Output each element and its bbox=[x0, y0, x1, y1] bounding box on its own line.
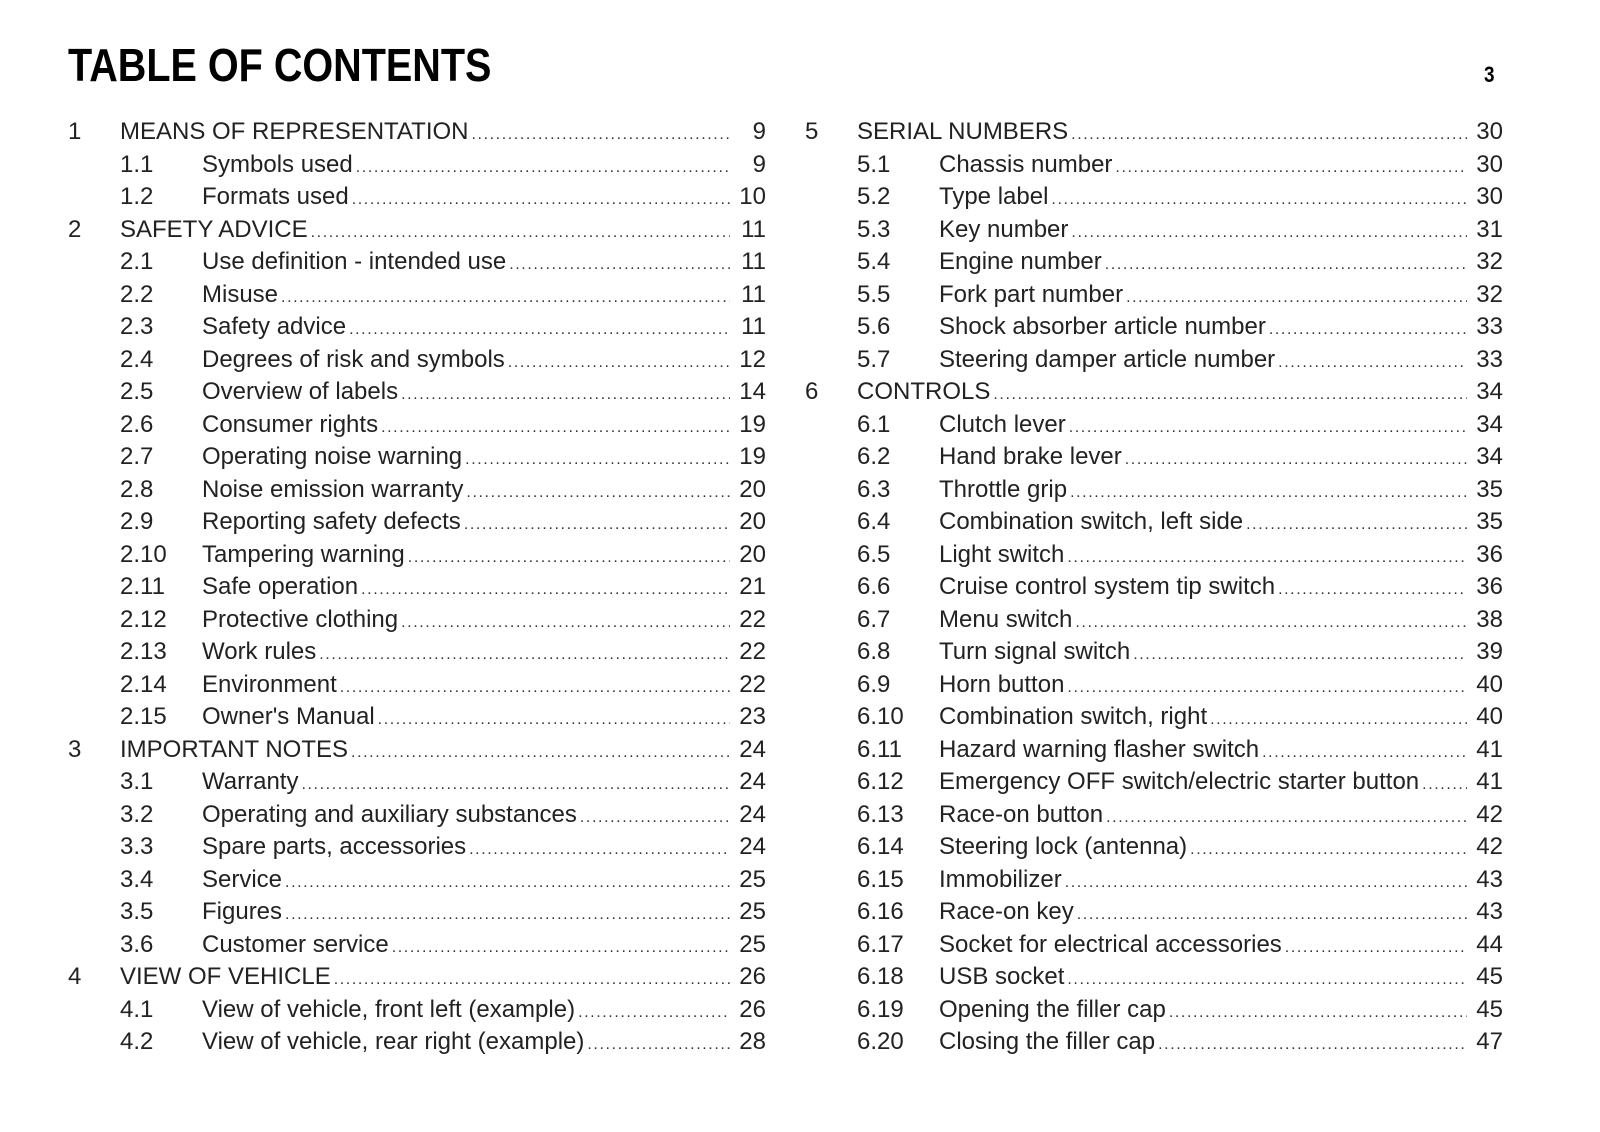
toc-entry-number: 5.1 bbox=[857, 150, 891, 178]
toc-entry-label: Service bbox=[202, 865, 283, 893]
toc-entry-label: Combination switch, right bbox=[939, 703, 1208, 730]
toc-entry-page: 36 bbox=[1476, 573, 1503, 600]
toc-chapter-entry[interactable] bbox=[68, 116, 766, 149]
toc-entry-page: 22 bbox=[739, 670, 766, 698]
toc-entry-label: SERIAL NUMBERS bbox=[857, 118, 1069, 145]
toc-section-entry[interactable] bbox=[68, 441, 766, 474]
toc-entry-label: Menu switch bbox=[939, 605, 1073, 633]
toc-chapter-entry[interactable] bbox=[805, 376, 1503, 409]
toc-entry-number: 2.1 bbox=[120, 248, 154, 275]
toc-leader-dots bbox=[993, 379, 1467, 412]
toc-entry-label: Immobilizer bbox=[939, 865, 1062, 893]
toc-section-entry[interactable] bbox=[805, 1026, 1503, 1059]
toc-entry-label: Safety advice bbox=[202, 313, 347, 340]
toc-leader-dots bbox=[285, 867, 730, 900]
toc-entry-label: Operating noise warning bbox=[202, 443, 463, 470]
toc-leader-dots bbox=[1278, 347, 1467, 380]
toc-right-column bbox=[805, 116, 1503, 1059]
toc-entry-label: Degrees of risk and symbols bbox=[202, 345, 505, 373]
toc-leader-dots bbox=[349, 314, 730, 347]
toc-leader-dots bbox=[466, 477, 730, 510]
toc-section-entry[interactable] bbox=[805, 571, 1503, 604]
toc-entry-number: 5.3 bbox=[857, 215, 891, 243]
toc-leader-dots bbox=[1158, 1029, 1467, 1062]
toc-leader-dots bbox=[1067, 964, 1467, 997]
toc-leader-dots bbox=[1125, 444, 1467, 477]
toc-section-entry[interactable] bbox=[68, 929, 766, 962]
toc-section-entry[interactable] bbox=[68, 474, 766, 507]
toc-section-entry[interactable] bbox=[68, 311, 766, 344]
toc-entry-number: 3.1 bbox=[120, 768, 154, 795]
toc-entry-page: 33 bbox=[1476, 313, 1503, 340]
toc-entry-label: Work rules bbox=[202, 638, 317, 665]
toc-entry-number: 2.5 bbox=[120, 378, 154, 405]
toc-section-entry[interactable] bbox=[68, 181, 766, 214]
toc-entry-number: 5 bbox=[805, 118, 819, 145]
toc-leader-dots bbox=[1071, 119, 1467, 152]
toc-entry-page: 35 bbox=[1476, 475, 1503, 503]
toc-entry-number: 6.20 bbox=[857, 1028, 904, 1055]
toc-leader-dots bbox=[281, 282, 730, 315]
toc-leader-dots bbox=[464, 509, 730, 542]
toc-entry-page: 47 bbox=[1476, 1028, 1503, 1055]
toc-entry-number: 3.3 bbox=[120, 833, 154, 860]
toc-entry-label: Spare parts, accessories bbox=[202, 833, 467, 860]
toc-entry-number: 2.12 bbox=[120, 605, 167, 633]
toc-entry-number: 2.6 bbox=[120, 410, 154, 438]
toc-entry-page: 19 bbox=[739, 410, 766, 438]
toc-section-entry[interactable] bbox=[68, 539, 766, 572]
toc-entry-label: Safe operation bbox=[202, 573, 359, 600]
toc-leader-dots bbox=[378, 704, 730, 737]
toc-leader-dots bbox=[465, 444, 730, 477]
toc-entry-number: 6.19 bbox=[857, 995, 904, 1023]
toc-leader-dots bbox=[340, 672, 730, 705]
toc-entry-label: Clutch lever bbox=[939, 410, 1066, 438]
toc-entry-number: 6.8 bbox=[857, 638, 891, 665]
toc-entry-label: Owner's Manual bbox=[202, 703, 375, 730]
toc-entry-number: 6.3 bbox=[857, 475, 891, 503]
toc-section-entry[interactable] bbox=[805, 994, 1503, 1027]
toc-entry-page: 20 bbox=[739, 475, 766, 503]
toc-entry-page: 23 bbox=[739, 703, 766, 730]
toc-section-entry[interactable] bbox=[805, 441, 1503, 474]
toc-entry-label: View of vehicle, front left (example) bbox=[202, 995, 576, 1023]
toc-leader-dots bbox=[508, 347, 730, 380]
toc-entry-label: IMPORTANT NOTES bbox=[120, 735, 349, 763]
toc-section-entry[interactable] bbox=[805, 766, 1503, 799]
toc-chapter-entry[interactable] bbox=[68, 734, 766, 767]
toc-leader-dots bbox=[578, 997, 730, 1030]
toc-entry-label: Light switch bbox=[939, 540, 1065, 568]
toc-entry-number: 1 bbox=[68, 118, 82, 145]
toc-entry-page: 11 bbox=[741, 280, 766, 308]
toc-leader-dots bbox=[1246, 509, 1467, 542]
toc-entry-label: SAFETY ADVICE bbox=[120, 215, 308, 243]
toc-entry-page: 45 bbox=[1476, 995, 1503, 1023]
toc-section-entry[interactable] bbox=[805, 279, 1503, 312]
toc-entry-number: 6.14 bbox=[857, 833, 904, 860]
toc-section-entry[interactable] bbox=[68, 246, 766, 279]
toc-entry-label: Figures bbox=[202, 898, 283, 925]
toc-leader-dots bbox=[401, 379, 730, 412]
toc-leader-dots bbox=[587, 1029, 730, 1062]
toc-entry-number: 6.12 bbox=[857, 768, 904, 795]
toc-entry-label: Chassis number bbox=[939, 150, 1113, 178]
toc-leader-dots bbox=[1069, 412, 1467, 445]
toc-entry-label: Race-on key bbox=[939, 898, 1074, 925]
toc-section-entry[interactable] bbox=[805, 604, 1503, 637]
toc-entry-number: 2.3 bbox=[120, 313, 154, 340]
toc-leader-dots bbox=[1169, 997, 1467, 1030]
toc-entry-number: 2.4 bbox=[120, 345, 154, 373]
toc-entry-page: 38 bbox=[1476, 605, 1503, 633]
toc-entry-page: 33 bbox=[1476, 345, 1503, 373]
toc-section-entry[interactable] bbox=[805, 961, 1503, 994]
toc-entry-page: 36 bbox=[1476, 540, 1503, 568]
toc-entry-page: 39 bbox=[1476, 638, 1503, 665]
toc-leader-dots bbox=[401, 607, 730, 640]
toc-entry-page: 25 bbox=[739, 865, 766, 893]
toc-leader-dots bbox=[285, 899, 730, 932]
toc-entry-page: 24 bbox=[739, 768, 766, 795]
toc-entry-label: Cruise control system tip switch bbox=[939, 573, 1276, 600]
toc-section-entry[interactable] bbox=[805, 474, 1503, 507]
toc-entry-number: 6.2 bbox=[857, 443, 891, 470]
toc-entry-number: 3 bbox=[68, 735, 82, 763]
toc-section-entry[interactable] bbox=[805, 181, 1503, 214]
toc-entry-page: 9 bbox=[752, 150, 766, 178]
toc-section-entry[interactable] bbox=[805, 409, 1503, 442]
toc-section-entry[interactable] bbox=[68, 799, 766, 832]
toc-section-entry[interactable] bbox=[805, 246, 1503, 279]
toc-entry-number: 6.10 bbox=[857, 703, 904, 730]
toc-section-entry[interactable] bbox=[68, 409, 766, 442]
toc-leader-dots bbox=[1070, 477, 1467, 510]
toc-entry-number: 5.4 bbox=[857, 248, 891, 275]
toc-entry-number: 6.13 bbox=[857, 800, 904, 828]
toc-entry-number: 4.1 bbox=[120, 995, 154, 1023]
toc-entry-label: Misuse bbox=[202, 280, 279, 308]
toc-entry-number: 2.8 bbox=[120, 475, 154, 503]
toc-entry-label: Fork part number bbox=[939, 280, 1124, 308]
toc-entry-label: Use definition - intended use bbox=[202, 248, 507, 275]
toc-section-entry[interactable] bbox=[805, 636, 1503, 669]
toc-entry-label: VIEW OF VEHICLE bbox=[120, 963, 331, 990]
toc-leader-dots bbox=[319, 639, 730, 672]
toc-leader-dots bbox=[1071, 217, 1467, 250]
toc-entry-label: Type label bbox=[939, 183, 1049, 210]
toc-entry-page: 22 bbox=[739, 638, 766, 665]
toc-entry-page: 43 bbox=[1476, 865, 1503, 893]
toc-entry-number: 6.9 bbox=[857, 670, 891, 698]
toc-section-entry[interactable] bbox=[805, 896, 1503, 929]
toc-entry-page: 32 bbox=[1476, 280, 1503, 308]
toc-chapter-entry[interactable] bbox=[805, 116, 1503, 149]
toc-entry-label: Hazard warning flasher switch bbox=[939, 735, 1260, 763]
toc-section-entry[interactable] bbox=[68, 701, 766, 734]
toc-leader-dots bbox=[311, 217, 730, 250]
toc-entry-label: Environment bbox=[202, 670, 337, 698]
toc-section-entry[interactable] bbox=[805, 864, 1503, 897]
toc-entry-page: 35 bbox=[1476, 508, 1503, 535]
page-number: 3 bbox=[1484, 62, 1495, 87]
toc-entry-number: 1.2 bbox=[120, 183, 154, 210]
toc-entry-label: Closing the filler cap bbox=[939, 1028, 1156, 1055]
toc-entry-number: 2.7 bbox=[120, 443, 154, 470]
toc-leader-dots bbox=[1115, 152, 1467, 185]
toc-entry-page: 44 bbox=[1476, 930, 1503, 958]
toc-chapter-entry[interactable] bbox=[68, 214, 766, 247]
toc-leader-dots bbox=[334, 964, 730, 997]
toc-leader-dots bbox=[408, 542, 730, 575]
toc-entry-number: 6.15 bbox=[857, 865, 904, 893]
toc-leader-dots bbox=[1133, 639, 1467, 672]
toc-section-entry[interactable] bbox=[68, 604, 766, 637]
toc-entry-label: Protective clothing bbox=[202, 605, 399, 633]
toc-entry-page: 28 bbox=[739, 1028, 766, 1055]
toc-section-entry[interactable] bbox=[68, 376, 766, 409]
toc-section-entry[interactable] bbox=[805, 311, 1503, 344]
toc-entry-number: 6.18 bbox=[857, 963, 904, 990]
toc-section-entry[interactable] bbox=[68, 279, 766, 312]
toc-entry-number: 5.5 bbox=[857, 280, 891, 308]
toc-entry-label: Reporting safety defects bbox=[202, 508, 461, 535]
toc-entry-page: 11 bbox=[741, 248, 766, 275]
toc-leader-dots bbox=[1190, 834, 1467, 867]
toc-section-entry[interactable] bbox=[68, 864, 766, 897]
toc-entry-label: Tampering warning bbox=[202, 540, 405, 568]
toc-entry-page: 11 bbox=[741, 313, 766, 340]
toc-entry-number: 3.4 bbox=[120, 865, 154, 893]
toc-leader-dots bbox=[356, 152, 730, 185]
toc-entry-number: 4 bbox=[68, 963, 82, 990]
toc-entry-page: 30 bbox=[1476, 183, 1503, 210]
toc-entry-page: 32 bbox=[1476, 248, 1503, 275]
toc-section-entry[interactable] bbox=[68, 994, 766, 1027]
toc-entry-page: 41 bbox=[1476, 735, 1503, 763]
toc-entry-page: 45 bbox=[1476, 963, 1503, 990]
toc-section-entry[interactable] bbox=[805, 929, 1503, 962]
toc-section-entry[interactable] bbox=[68, 149, 766, 182]
toc-entry-page: 30 bbox=[1476, 118, 1503, 145]
toc-leader-dots bbox=[1106, 802, 1467, 835]
toc-left-column bbox=[68, 116, 766, 1059]
toc-leader-dots bbox=[1126, 282, 1467, 315]
toc-section-entry[interactable] bbox=[68, 831, 766, 864]
toc-entry-number: 2.13 bbox=[120, 638, 167, 665]
toc-entry-label: Warranty bbox=[202, 768, 299, 795]
toc-entry-page: 41 bbox=[1476, 768, 1503, 795]
toc-entry-number: 2.2 bbox=[120, 280, 154, 308]
toc-entry-page: 34 bbox=[1476, 443, 1503, 470]
toc-entry-label: Engine number bbox=[939, 248, 1102, 275]
toc-chapter-entry[interactable] bbox=[68, 961, 766, 994]
toc-section-entry[interactable] bbox=[68, 669, 766, 702]
toc-entry-number: 6.17 bbox=[857, 930, 904, 958]
toc-entry-page: 24 bbox=[739, 800, 766, 828]
toc-entry-number: 2.11 bbox=[120, 573, 165, 600]
toc-entry-number: 3.5 bbox=[120, 898, 154, 925]
toc-entry-number: 6.4 bbox=[857, 508, 891, 535]
toc-entry-label: USB socket bbox=[939, 963, 1065, 990]
toc-section-entry[interactable] bbox=[805, 149, 1503, 182]
toc-entry-number: 6.1 bbox=[857, 410, 891, 438]
toc-entry-number: 6.7 bbox=[857, 605, 891, 633]
toc-entry-label: Steering lock (antenna) bbox=[939, 833, 1188, 860]
toc-leader-dots bbox=[471, 119, 730, 152]
toc-entry-page: 34 bbox=[1476, 410, 1503, 438]
toc-leader-dots bbox=[392, 932, 730, 965]
toc-entry-number: 6.11 bbox=[857, 735, 902, 763]
toc-entry-label: Hand brake lever bbox=[939, 443, 1122, 470]
toc-leader-dots bbox=[381, 412, 730, 445]
toc-section-entry[interactable] bbox=[805, 734, 1503, 767]
toc-entry-number: 6.16 bbox=[857, 898, 904, 925]
toc-entry-number: 5.2 bbox=[857, 183, 891, 210]
toc-leader-dots bbox=[1067, 542, 1467, 575]
toc-leader-dots bbox=[1278, 574, 1467, 607]
toc-section-entry[interactable] bbox=[805, 701, 1503, 734]
toc-entry-label: Turn signal switch bbox=[939, 638, 1131, 665]
toc-leader-dots bbox=[1262, 737, 1467, 770]
toc-leader-dots bbox=[352, 184, 730, 217]
toc-section-entry[interactable] bbox=[68, 896, 766, 929]
toc-entry-page: 11 bbox=[741, 215, 766, 243]
toc-leader-dots bbox=[1210, 704, 1467, 737]
toc-entry-page: 24 bbox=[739, 735, 766, 763]
toc-entry-page: 25 bbox=[739, 930, 766, 958]
toc-entry-label: Customer service bbox=[202, 930, 389, 958]
toc-entry-label: Formats used bbox=[202, 183, 349, 210]
toc-section-entry[interactable] bbox=[805, 539, 1503, 572]
toc-entry-page: 19 bbox=[739, 443, 766, 470]
toc-entry-number: 2.14 bbox=[120, 670, 167, 698]
toc-leader-dots bbox=[361, 574, 730, 607]
toc-entry-label: Race-on button bbox=[939, 800, 1104, 828]
toc-entry-page: 40 bbox=[1476, 670, 1503, 698]
toc-entry-number: 3.6 bbox=[120, 930, 154, 958]
toc-section-entry[interactable] bbox=[805, 831, 1503, 864]
toc-entry-label: Operating and auxiliary substances bbox=[202, 800, 577, 828]
toc-leader-dots bbox=[1285, 932, 1467, 965]
toc-entry-label: Shock absorber article number bbox=[939, 313, 1266, 340]
toc-entry-label: Throttle grip bbox=[939, 475, 1068, 503]
toc-entry-number: 5.6 bbox=[857, 313, 891, 340]
toc-entry-page: 24 bbox=[739, 833, 766, 860]
toc-entry-number: 2 bbox=[68, 215, 82, 243]
toc-entry-page: 42 bbox=[1476, 800, 1503, 828]
toc-section-entry[interactable] bbox=[805, 344, 1503, 377]
toc-entry-label: Emergency OFF switch/electric starter button bbox=[939, 768, 1420, 795]
toc-leader-dots bbox=[1065, 867, 1467, 900]
toc-section-entry[interactable] bbox=[68, 1026, 766, 1059]
toc-entry-page: 22 bbox=[739, 605, 766, 633]
toc-entry-number: 6 bbox=[805, 378, 819, 405]
toc-leader-dots bbox=[1051, 184, 1467, 217]
toc-entry-number: 6.6 bbox=[857, 573, 891, 600]
toc-leader-dots bbox=[1077, 899, 1467, 932]
toc-entry-page: 20 bbox=[739, 540, 766, 568]
toc-leader-dots bbox=[1269, 314, 1467, 347]
toc-entry-page: 34 bbox=[1476, 378, 1503, 405]
toc-entry-label: View of vehicle, rear right (example) bbox=[202, 1028, 585, 1055]
toc-entry-label: MEANS OF REPRESENTATION bbox=[120, 118, 469, 145]
toc-entry-page: 12 bbox=[739, 345, 766, 373]
toc-section-entry[interactable] bbox=[805, 214, 1503, 247]
toc-entry-page: 9 bbox=[752, 118, 766, 145]
toc-leader-dots bbox=[1075, 607, 1467, 640]
toc-entry-label: Noise emission warranty bbox=[202, 475, 464, 503]
toc-entry-page: 26 bbox=[739, 963, 766, 990]
toc-entry-page: 31 bbox=[1476, 215, 1503, 243]
toc-leader-dots bbox=[580, 802, 730, 835]
toc-entry-label: Socket for electrical accessories bbox=[939, 930, 1282, 958]
toc-entry-number: 3.2 bbox=[120, 800, 154, 828]
toc-entry-number: 2.10 bbox=[120, 540, 167, 568]
toc-entry-number: 5.7 bbox=[857, 345, 891, 373]
page-title: TABLE OF CONTENTS bbox=[68, 39, 492, 91]
toc-entry-page: 43 bbox=[1476, 898, 1503, 925]
toc-entry-number: 2.9 bbox=[120, 508, 154, 535]
toc-entry-number: 6.5 bbox=[857, 540, 891, 568]
toc-section-entry[interactable] bbox=[805, 506, 1503, 539]
toc-entry-label: Overview of labels bbox=[202, 378, 399, 405]
toc-entry-label: Key number bbox=[939, 215, 1069, 243]
toc-entry-number: 1.1 bbox=[120, 150, 154, 178]
toc-entry-label: Opening the filler cap bbox=[939, 995, 1166, 1023]
toc-entry-label: Consumer rights bbox=[202, 410, 379, 438]
toc-leader-dots bbox=[1422, 769, 1467, 802]
toc-entry-page: 42 bbox=[1476, 833, 1503, 860]
toc-entry-label: Steering damper article number bbox=[939, 345, 1276, 373]
toc-section-entry[interactable] bbox=[68, 766, 766, 799]
toc-entry-label: Combination switch, left side bbox=[939, 508, 1244, 535]
toc-section-entry[interactable] bbox=[68, 571, 766, 604]
toc-leader-dots bbox=[509, 249, 730, 282]
toc-entry-page: 30 bbox=[1476, 150, 1503, 178]
toc-entry-page: 21 bbox=[739, 573, 766, 600]
toc-section-entry[interactable] bbox=[805, 799, 1503, 832]
toc-entry-page: 10 bbox=[739, 183, 766, 210]
toc-leader-dots bbox=[351, 737, 730, 770]
toc-entry-page: 14 bbox=[739, 378, 766, 405]
toc-section-entry[interactable] bbox=[68, 506, 766, 539]
toc-leader-dots bbox=[301, 769, 730, 802]
toc-entry-number: 4.2 bbox=[120, 1028, 154, 1055]
toc-entry-page: 40 bbox=[1476, 703, 1503, 730]
toc-entry-page: 20 bbox=[739, 508, 766, 535]
toc-leader-dots bbox=[469, 834, 730, 867]
toc-leader-dots bbox=[1105, 249, 1467, 282]
toc-section-entry[interactable] bbox=[805, 669, 1503, 702]
toc-entry-label: Symbols used bbox=[202, 150, 353, 178]
toc-section-entry[interactable] bbox=[68, 344, 766, 377]
toc-leader-dots bbox=[1067, 672, 1467, 705]
toc-section-entry[interactable] bbox=[68, 636, 766, 669]
toc-entry-label: Horn button bbox=[939, 670, 1065, 698]
toc-entry-page: 26 bbox=[739, 995, 766, 1023]
toc-entry-page: 25 bbox=[739, 898, 766, 925]
toc-entry-label: CONTROLS bbox=[857, 378, 991, 405]
toc-entry-number: 2.15 bbox=[120, 703, 167, 730]
